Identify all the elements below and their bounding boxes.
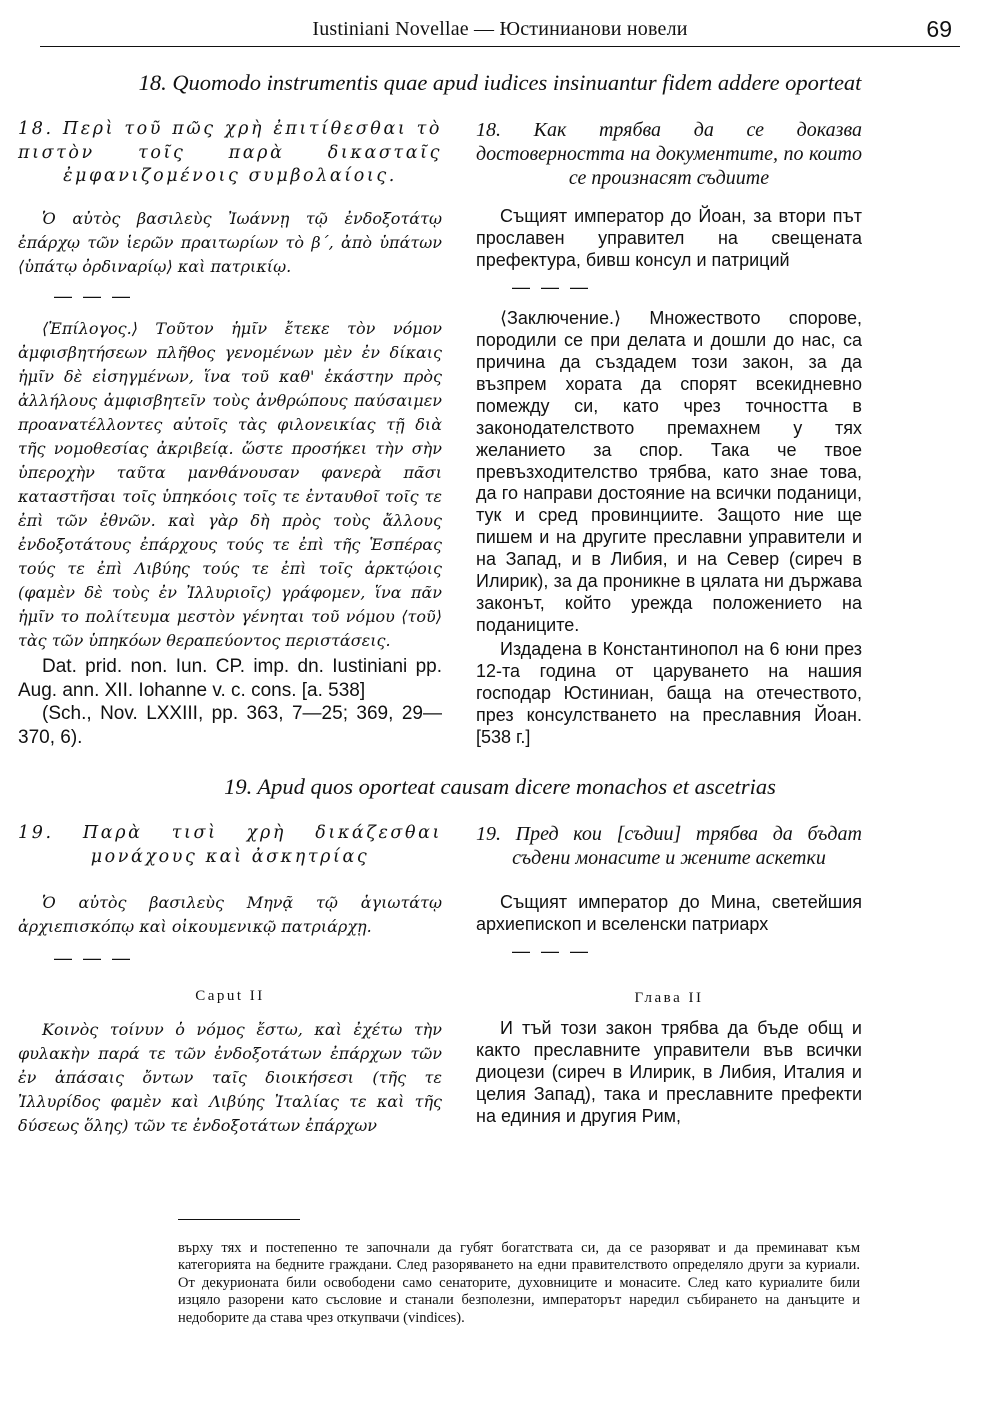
section-19-greek-text-block [18,1018,442,1138]
running-head [40,16,960,47]
section-19-bulgarian-inscriptio: Същият император до Мина, светейшия архиепископ и вселенски патриарх [476,892,862,934]
section-18-bulgarian-dashes: — — — [512,276,592,297]
glava-ii-label: Глава II [634,990,704,1006]
running-title: Iustiniani Novellae — Юстинианови новели [312,18,688,40]
section-19-bulgarian-dashes: — — — [512,940,592,961]
section-19-greek-column [18,822,442,967]
section-19-latin-heading: 19. Apud quos oporteat causam dicere monachos et ascetrias [224,774,776,799]
section-18-greek-epilogue: ⟨Ἐπίλογος.⟩ Τοῦτον ἡμῖν ἔτεκε τὸν νόμον ἀμφισβητήσεων πλῆθος γενομένων μὲν ἐν δίκαις ἡμῖν δὲ εἰσηγμένων, ἵνα τοῦ καθ' ἑκάστην πρὸς ἀλλήλους ἀμφισβητεῖν τοὺς ἀνθρώπους παύσαιμεν προανατέλλοντες αὐτοῖς τὰς φιλονεικίας τῇ διὰ τῆς νομοθεσίας ἀκριβείᾳ. ὥστε προσήκει τὴν σὴν ὑπεροχὴν ταῦτα μανθάνουσαν φανερὰ πᾶσι καταστῆσαι τοῖς ὑπηκόοις τοῖς τε ἐνταυθοῖ τοῖς τε ἐπὶ τῶν ἐθνῶν. καὶ γὰρ δὴ πρὸς τοὺς ἄλλους ἐνδοξοτάτους ἐπάρχους τούς τε ἐπὶ τῆς Ἑσπέρας τούς τε ἐπὶ Λιβύης τούς τε ἐπὶ τοῖς ἀρκτῴοις (φαμὲν δὲ τοὺς ἐν Ἰλλυριοῖς) γράφομεν, ἵνα πᾶν ἡμῖν το πολίτευμα μεστὸν γένηται τοῦ νόμου ⟨τοῦ⟩ τὰς τῶν ὑπηκόων θεραπεύοντος περιστάσεις. [18,318,442,650]
section-18-greek-inscriptio: Ὁ αὐτὸς βασιλεὺς Ἰωάννῃ τῷ ἐνδοξοτάτῳ ἐπάρχῳ τῶν ἱερῶν πραιτωρίων τὸ β΄, ἀπὸ ὑπάτων ⟨ὑπάτῳ ὀρδιναρίῳ⟩ καὶ πατρικίῳ. [18,208,442,276]
section-18-latin-date: Dat. prid. non. Iun. CP. imp. dn. Iustiniani pp. Aug. ann. XII. Iohanne v. c. cons. [a. 538] [18,655,442,701]
section-19-bulgarian-heading: 19. Пред кои [съдии] трябва да бъдат съдени монасите и жените аскетки [476,823,862,869]
section-19-greek-heading: 19. Παρὰ τισὶ χρὴ δικάζεσθαι μονάχους καὶ ἀσκητρίας [18,823,442,867]
page-number: 69 [926,16,952,42]
section-18-bulgarian-epilogue: ⟨Заключение.⟩ Множеството спорове, породили се при делата и дошли до нас, са причина да създадем този закон, за да възпрем хората да спорят всекидневно помежду си, като чрез точността в законодателството премахнем у тях желанието за спор. Така че твое превъзходителство трябва, като знае това, да го направи достояние на всички поданици, тук и сред провинциите. Защото ние ще пишем и на другите преславни управители и на Запад, и в Либия, и на Север (сиреч в Илирик), за да проникне в цялата ни държава законът, който урежда положението на поданиците. [476,307,862,636]
section-19-greek-inscriptio: Ὁ αὐτὸς βασιλεὺς Μηνᾷ τῷ ἁγιωτάτῳ ἀρχιεπισκόπῳ καὶ οἰκουμενικῷ πατριάρχῃ. [18,893,442,937]
section-18-latin-heading: 18. Quomodo instrumentis quae apud iudices insinuantur fidem addere oporteat [138,70,862,95]
section-19-bulgarian-column [476,822,862,960]
section-18-latin-reference: (Sch., Nov. LXXIII, pp. 363, 7—25; 369, 29—370, 6). [18,703,442,749]
section-19-greek-text: Κοινὸς τοίνυν ὁ νόμος ἔστω, καὶ ἐχέτω τὴν φυλακὴν παρά τε τῶν ἐνδοξοτάτων ἐπάρχων τῶν ἐν ἁπάσαις ὄντων ταῖς διοικήσεσι (τῆς τε Ἰλλυρίδος φαμὲν καὶ Λιβύης Ἰταλίας τε καὶ τῆς δύσεως ὅλης) τῶν τε ἐνδοξοτάτων ἐπάρχων [18,1020,442,1135]
section-19-greek-dashes: — — — [54,948,134,969]
section-18-bulgarian-heading: 18. Как трябва да се доказва достоверността на документите, по които се произнасят съдиите [476,119,862,189]
section-18-bulgarian-date: Издадена в Константинопол на 6 юни през 12-та година от царуването на нашия господар Юстиниан, баща на отечеството, през консулстването на преславния Йоан. [538 г.] [476,639,862,747]
section-19-bulgarian-text: И тъй този закон трябва да бъде общ и както преславните управители във всички диоцези (сиреч в Илирик, в Либия, Италия и целия Запад), така и преславните префекти на единия и другия Рим, [476,1018,862,1126]
caput-ii-label: Caput II [195,988,265,1004]
section-19-bulgarian-text-block [476,1018,862,1128]
section-18-greek-column [18,118,442,750]
footnote: върху тях и постепенно те започнали да губят богатствата си, да се разоряват и да преминават към категорията на бедните граждани. След разоряването на едни правителството определяло други за куриали. От декурионата били освободени само сенаторите, духовниците и монасите. След като куриалите били изцяло разорени като съсловие и станали безполезни, императорът наредил събирането на данъците и недоборите да става чрез откупвачи (vindices). [178,1240,860,1326]
section-18-greek-heading: 18. Περὶ τοῦ πῶς χρὴ ἐπιτίθεσθαι τὸ πιστὸν τοῖς παρὰ δικασταῖς ἐμφανιζομένοις συμβολαίοις. [18,119,442,187]
section-18-bulgarian-column [476,118,862,749]
footnote-rule [178,1219,300,1220]
section-18-greek-dashes: — — — [54,285,134,306]
section-18-bulgarian-inscriptio: Същият император до Йоан, за втори път прославен управител на свещената префектура, бивш консул и патриций [476,206,862,270]
